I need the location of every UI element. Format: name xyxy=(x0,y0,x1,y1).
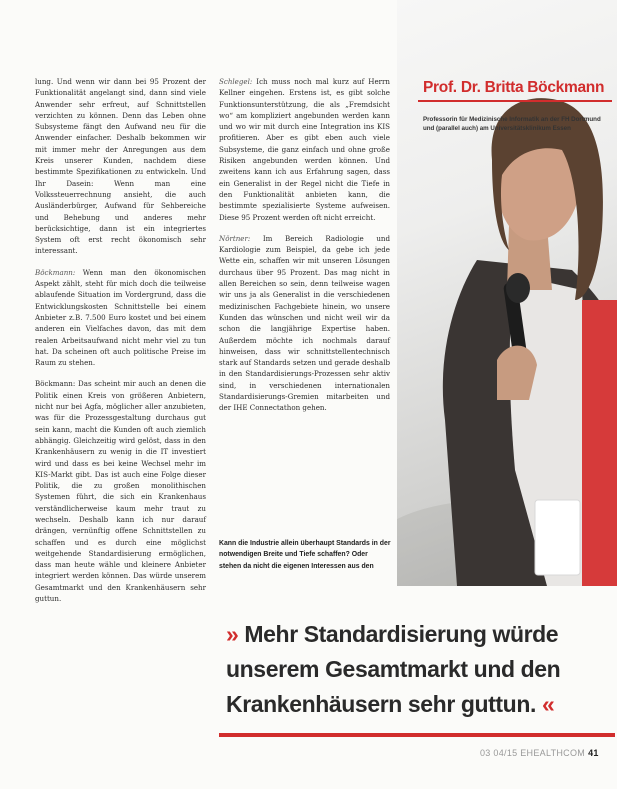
page-number: 41 xyxy=(588,748,599,758)
paragraph-text: Ich muss noch mal kurz auf Herrn Kellner eingehen. Erstens ist, es gibt solche Funktionsunterstützung, die als „Fremdsicht wo“ am kompliziert angebunden werden kann und wo wir mit durch eine Integration ins KIS profitieren. Aber es gibt eben auch viele Subsysteme, die ganz einfach und ohne große Risiken angebunden werden können. Und zweitens kann ich aus Erfahrung sagen, dass ein Generalist in der Regel nicht die Tiefe in den Funktionalität anbieten kann, die bestimmte spezialisierte Systeme aufweisen. Diese 95 Prozent werden oft nicht erreicht. xyxy=(219,77,390,222)
speaker-label: Schlegel: xyxy=(219,77,253,86)
interview-question: Kann die Industrie allein überhaupt Standards in der notwendigen Breite und Tiefe schaffen? Oder stehen da nicht die eigenen Interessen aus den xyxy=(219,540,391,570)
paragraph-text: Im Bereich Radiologie und Kardiologie zum Beispiel, da gebe ich jede Wette ein, schaffen wir mit unseren Lösungen durchaus über 95 Prozent. Das mag nicht in allen Bereichen so sein, denn teilweise wagen wir uns ja als Generalist in die verschiedenen medizinischen Fachgebiete hinein, wo unsere Kunden das wünschen und nicht weil wir da schon die langjährige Expertise haben. Außerdem möchte ich nochmals darauf hinweisen, dass wir schnittstellentechnisch stark auf Standards setzen und gerade deshalb in den Standardisierungs-Prozessen sehr aktiv sind, in verschiedenen internationalen Standardisierungs-Gremien mitarbeiten und der IHE Connectathon gehen. xyxy=(219,233,390,413)
paragraph-text: Wenn man den ökonomischen Aspekt zählt, steht für mich doch die teilweise ablaufende Situation im Vordergrund, dass die Entwicklungskosten Schnittstelle bei einem Anbieter z.B. 7.500 Euro kostet und bei einem anderen ein Vielfaches davon, das mit dem realen Arbeitsaufwand nicht mehr viel zu tun hat. Da scheinen oft auch politische Preise im Raum zu stehen. xyxy=(35,267,206,368)
paragraph-text: Böckmann: Das scheint mir auch an denen die Politik einen Kreis von größeren Anbietern, nicht nur bei Agfa, möglicher aller anzubieten, was für die Prozessgestaltung durchaus gut sein kann, macht die Kunden oft auch ziemlich abhängig. Gleichzeitig wird gelöst, dass in den Krankenhäusern zu wenig in die IT investiert wird und dass es bei keine Wechsel mehr im KIS-Markt gibt. Das ist auch eine Folge dieser Politik, die zu großen monolithischen Systemen führt, die sich ein Krankenhaus verständlicherweise kaum mehr traut zu wechseln. Deshalb kann ich nur darauf drängen, vernünftig offene Schnittstellen zu schaffen und es durch eine möglichst weitgehende Standardisierung ermöglichen, dass man heute wähle und kleinere Anbieter integriert werden können. Das würde unserem Gesamtmarkt und den Krankenhäusern sehr guttun. xyxy=(35,379,206,604)
pull-quote-text: Mehr Standardisierung würde unserem Gesamtmarkt und den Krankenhäusern sehr guttun. xyxy=(226,621,561,717)
name-divider xyxy=(418,100,612,102)
issue-label: 03 04/15 EHEALTHCOM xyxy=(480,748,586,758)
speaker-label: Böckmann: xyxy=(35,267,76,277)
pull-quote xyxy=(226,617,601,722)
profile-name: Prof. Dr. Britta Böckmann xyxy=(423,79,605,96)
article-column-2 xyxy=(219,76,390,424)
footer-bar xyxy=(219,733,615,737)
paragraph xyxy=(219,76,390,223)
paragraph-text: lung. Und wenn wir dann bei 95 Prozent der Funktionalität angelangt sind, dann sind viele Anwender sehr erfreut, auf Schnittstellen verzichten zu können. Denn das Leben ohne Subsysteme fängt den Aufwand neu für die Anwender einfacher. Deshalb bekommen wir mit immer mehr der Anregungen aus dem Kreis unserer Kunden, nachdem diese bestimmte Spezifikationen zu entwickeln. Und Ihr Dasein: Wenn man eine Volkssteuerrechnung ansieht, die auch Ausländerbürger, Aufwand für Sehbereiche und Behebung und anderes mehr berücksichtige, dann ist ein integriertes System oft erst recht ökonomisch sehr interessant. xyxy=(35,77,206,256)
profile-role: Professorin für Medizinische Informatik an der FH Dortmund und (parallel auch) am Universitätsklinikum Essen xyxy=(423,116,601,133)
paragraph xyxy=(219,233,390,414)
paragraph xyxy=(35,378,206,604)
quote-open-mark: » xyxy=(226,621,239,647)
speaker-label: Nörtner: xyxy=(219,233,251,243)
page-footer xyxy=(480,748,599,758)
paragraph xyxy=(35,267,206,369)
paragraph xyxy=(35,76,206,257)
article-column-1 xyxy=(35,76,206,614)
quote-close-mark: « xyxy=(541,691,555,717)
